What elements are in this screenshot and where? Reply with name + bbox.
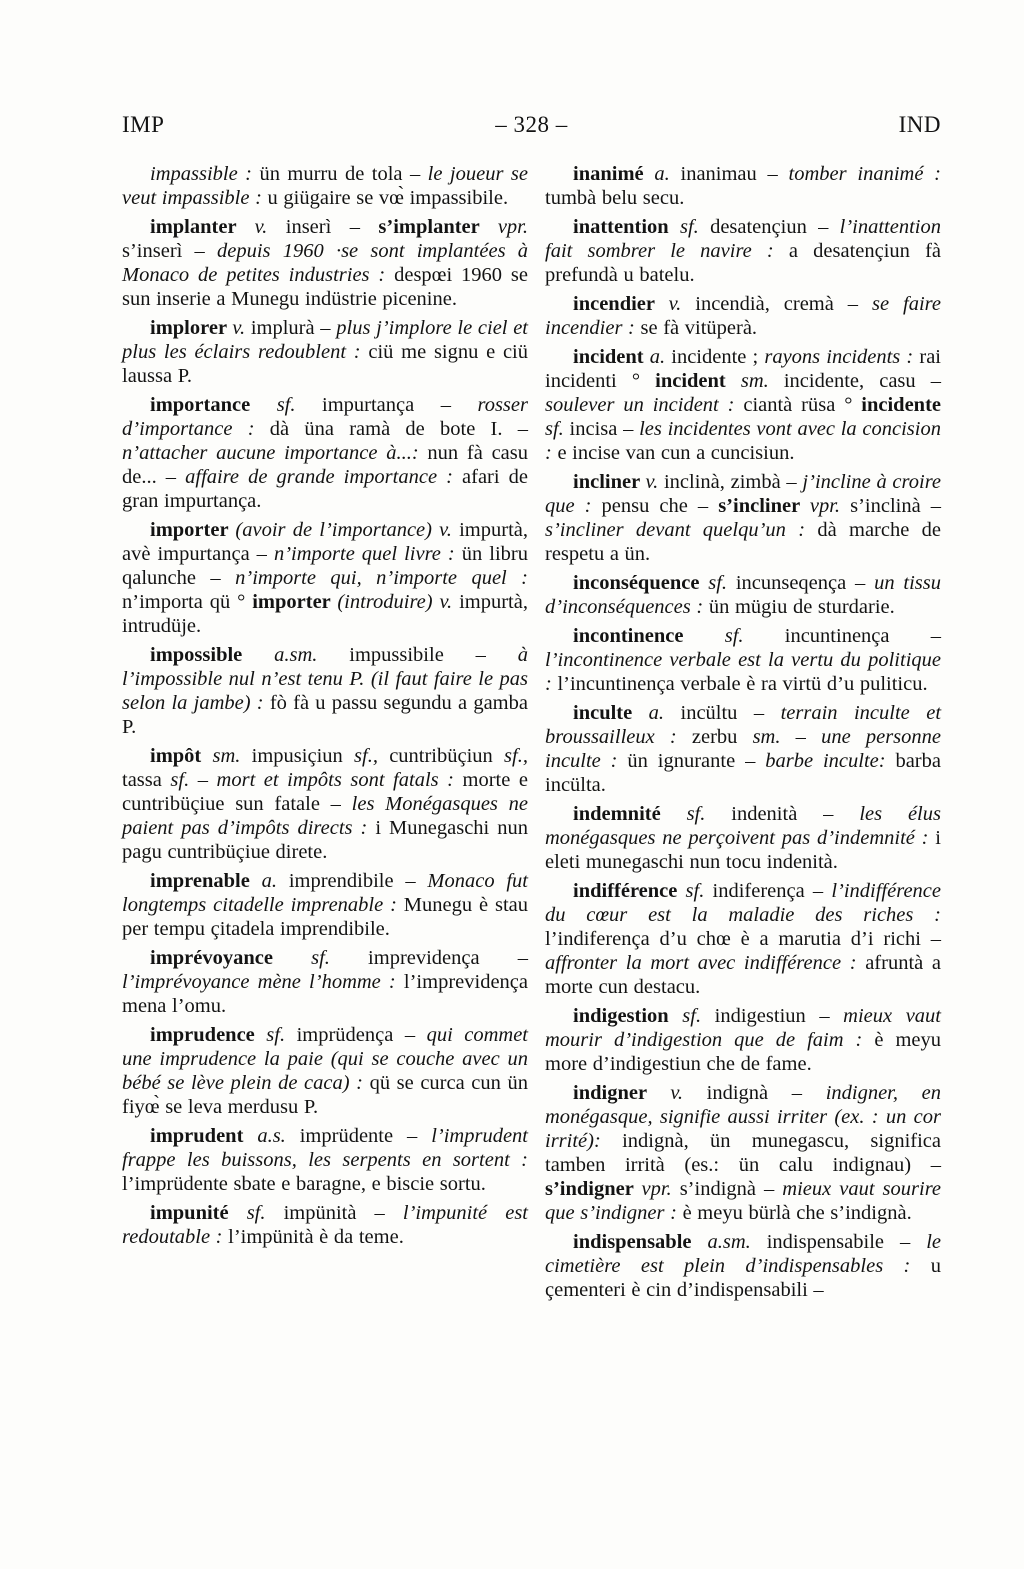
entry-roman-text: indignà, ün munegascu, significa tamben irrità (es.: ün calu indignau) – xyxy=(545,1130,941,1176)
entry-italic-text: l’indifférence du cœur est la maladie des riches : xyxy=(545,880,941,926)
entry-roman-text: impünità – xyxy=(283,1202,403,1224)
entry-roman-text: dà üna ramà de bote I. – xyxy=(269,418,528,440)
entry-italic-text: rosser d’importance : xyxy=(122,394,528,440)
entry-headword: impunité xyxy=(150,1202,247,1224)
entry-italic-text: sf. xyxy=(276,394,323,416)
dictionary-entry xyxy=(545,1081,941,1225)
entry-italic-text: impassible : xyxy=(150,163,260,185)
entry-roman-text: desatençiun – xyxy=(710,216,840,238)
entry-headword: impôt xyxy=(150,745,213,767)
dictionary-entry xyxy=(122,643,528,739)
entry-italic-text: plus j’implore le ciel et plus les éclairs redoublent : xyxy=(122,317,529,363)
entry-italic-text: a.s. xyxy=(257,1125,300,1147)
entry-roman-text: nun fà casu de... – xyxy=(122,442,528,488)
entry-roman-text: impurtà, avè impurtança – xyxy=(122,519,528,565)
header-page-number: – 328 – xyxy=(495,112,568,137)
dictionary-entry xyxy=(122,162,528,210)
entry-headword: imprenable xyxy=(150,870,262,892)
entry-italic-text: v. xyxy=(254,216,286,238)
entry-headword: inconséquence xyxy=(573,572,709,594)
dictionary-entry xyxy=(545,162,941,210)
entry-italic-text: sm. xyxy=(740,370,784,392)
entry-headword: s’incliner xyxy=(718,495,810,517)
entry-italic-text: rayons incidents : xyxy=(764,346,920,368)
entry-headword: indispensable xyxy=(573,1231,708,1253)
entry-roman-text: ün libru qalunche – xyxy=(122,543,528,589)
entry-italic-text: soulever un incident : xyxy=(545,394,744,416)
entry-italic-text: v. xyxy=(668,293,696,315)
dictionary-entry xyxy=(122,1023,528,1119)
entry-italic-text: vpr. xyxy=(809,495,851,517)
entry-roman-text: indignà – xyxy=(706,1082,826,1104)
entry-roman-text: afari de gran impurtança. xyxy=(122,466,528,512)
dictionary-entry xyxy=(545,879,941,999)
entry-roman-text: cuntribüçiun xyxy=(389,745,505,767)
entry-italic-text: un tissu d’inconséquences : xyxy=(545,572,941,618)
entry-headword: imprudence xyxy=(150,1024,267,1046)
entry-italic-text: tomber inanimé : xyxy=(788,163,941,185)
entry-roman-text: incunseqença – xyxy=(735,572,875,594)
dictionary-entry xyxy=(545,292,941,340)
entry-italic-text: l’imprévoyance mène l’homme : xyxy=(122,971,404,993)
entry-italic-text: Monaco fut longtemps citadelle imprenable : xyxy=(122,870,528,916)
dictionary-entry xyxy=(545,215,941,287)
entry-italic-text: vpr. xyxy=(641,1178,680,1200)
entry-italic-text: n’attacher aucune importance à...: xyxy=(122,442,428,464)
entry-roman-text: imprevidença – xyxy=(368,947,528,969)
dictionary-entry xyxy=(122,1124,528,1196)
entry-roman-text: u çementeri è cin d’indispensabili – xyxy=(545,1255,941,1301)
entry-italic-text: mieux vaut mourir d’indigestion que de faim : xyxy=(545,1005,941,1051)
dictionary-entry xyxy=(545,470,941,566)
entry-italic-text: se faire incendier : xyxy=(545,293,941,339)
dictionary-entry xyxy=(545,802,941,874)
entry-italic-text: terrain inculte et broussailleux : xyxy=(545,702,942,748)
entry-roman-text: è meyu bürlà che s’indignà. xyxy=(682,1202,912,1224)
entry-italic-text: v. xyxy=(232,317,251,339)
dictionary-entry xyxy=(122,946,528,1018)
entry-headword: incident xyxy=(573,346,650,368)
entry-italic-text: sm. xyxy=(752,726,796,748)
entry-italic-text: a. xyxy=(654,163,681,185)
entry-roman-text: impussibile – xyxy=(349,644,518,666)
entry-italic-text: le cimetière est plein d’indispensables : xyxy=(545,1231,941,1277)
header-guideword-left: IMP xyxy=(122,112,165,137)
entry-italic-text: sf. xyxy=(246,1202,284,1224)
entry-roman-text: ün ignurante – xyxy=(627,750,766,772)
entry-headword: implanter xyxy=(150,216,255,238)
entry-italic-text: j’incline à croire que : xyxy=(545,471,942,517)
entry-headword: inculte xyxy=(573,702,649,724)
entry-italic-text: l’inattention fait sombrer le navire : xyxy=(545,216,941,262)
entry-roman-text: s’inserì – xyxy=(122,240,218,262)
entry-roman-text: se fà vitüperà. xyxy=(640,317,758,339)
dictionary-entry xyxy=(122,1201,528,1249)
dictionary-entry xyxy=(122,316,528,388)
entry-headword: importer xyxy=(150,519,236,541)
dictionary-entry xyxy=(545,624,941,696)
header-guideword-right: IND xyxy=(898,112,941,137)
entry-italic-text: vpr. xyxy=(497,216,529,238)
entry-roman-text: imprüdente – xyxy=(299,1125,432,1147)
entry-headword: inanimé xyxy=(573,163,655,185)
entry-roman-text: imprendibile – xyxy=(288,870,428,892)
entry-italic-text: sf. xyxy=(311,947,369,969)
entry-headword: s’indigner xyxy=(545,1178,642,1200)
dictionary-entry xyxy=(545,345,941,465)
entry-italic-text: a.sm. xyxy=(707,1231,767,1253)
entry-italic-text: l’imprudent frappe les buissons, les serpents en sortent : xyxy=(122,1125,528,1171)
entry-roman-text: inanimau – xyxy=(680,163,789,185)
entry-headword: importance xyxy=(150,394,277,416)
entry-italic-text: affronter la mort avec indifférence : xyxy=(545,952,866,974)
entry-headword: implorer xyxy=(150,317,233,339)
entry-roman-text: incültu – xyxy=(680,702,781,724)
entry-italic-text: qui commet une imprudence la paie (qui se couche avec un bébé se lève plein de caca) : xyxy=(122,1024,528,1094)
entry-roman-text: incidente ; xyxy=(671,346,765,368)
entry-italic-text: une personne inculte : xyxy=(545,726,941,772)
entry-headword: imprudent xyxy=(150,1125,258,1147)
entry-italic-text: sf., xyxy=(354,745,390,767)
entry-headword: incendier xyxy=(573,293,669,315)
entry-italic-text: l’incontinence verbale est la vertu du politique : xyxy=(545,649,941,695)
entry-headword: imprévoyance xyxy=(150,947,312,969)
entry-italic-text: mort et impôts sont fatals : xyxy=(216,769,463,791)
entry-roman-text: incuntinença – xyxy=(784,625,941,647)
entry-roman-text: ciantà rüsa ° xyxy=(743,394,862,416)
entry-roman-text: e incise van cun a cuncisiun. xyxy=(557,442,795,464)
entry-roman-text: barba incülta. xyxy=(545,750,941,796)
entry-roman-text: afruntà a morte cun destacu. xyxy=(545,952,941,998)
entry-italic-text: l’impunité est redoutable : xyxy=(122,1202,528,1248)
entry-roman-text: l’impünità è da teme. xyxy=(228,1226,404,1248)
entry-italic-text: sf. xyxy=(266,1024,297,1046)
entry-roman-text: s’indignà – xyxy=(679,1178,783,1200)
entry-italic-text: s’incliner devant quelqu’un : xyxy=(545,519,818,541)
entry-italic-text: sf. xyxy=(170,769,198,791)
entry-headword: indifférence xyxy=(573,880,686,902)
entry-italic-text: v. xyxy=(670,1082,707,1104)
entry-italic-text: sf., xyxy=(504,745,528,767)
entry-italic-text: barbe inculte: xyxy=(765,750,896,772)
dictionary-entry xyxy=(545,701,941,797)
entry-roman-text: rai incidenti ° xyxy=(545,346,941,392)
entry-roman-text: ün murru de tola – xyxy=(259,163,428,185)
entry-roman-text: u giügaire se vœ̀ impassibile. xyxy=(267,187,509,209)
entry-italic-text: indigner, en monégasque, signifie aussi irriter (ex. : un cor irrité): xyxy=(545,1082,941,1152)
entry-italic-text: affaire de grande importance : xyxy=(185,466,463,488)
entry-roman-text: l’imprüdente sbate e baragne, e biscie sortu. xyxy=(122,1173,486,1195)
entry-italic-text: n’importe quel livre : xyxy=(273,543,462,565)
entry-roman-text: pensu che – xyxy=(601,495,719,517)
entry-roman-text: indispensabile – xyxy=(766,1231,927,1253)
entry-roman-text: – xyxy=(795,726,822,748)
entry-roman-text: indenità – xyxy=(731,803,860,825)
entry-headword: incliner xyxy=(573,471,646,493)
entry-roman-text: tumbà belu secu. xyxy=(545,187,685,209)
entry-headword: indemnité xyxy=(573,803,687,825)
dictionary-entry xyxy=(122,744,528,864)
dictionary-entry xyxy=(122,393,528,513)
column-left xyxy=(122,162,528,1307)
entry-italic-text: à l’impossible nul n’est tenu P. (il faut faire le pas selon la jambe) : xyxy=(122,644,528,714)
entry-italic-text: a. xyxy=(649,346,672,368)
entry-italic-text: les Monégasques ne paient pas d’impôts directs : xyxy=(122,793,529,839)
entry-italic-text: le joueur se veut impassible : xyxy=(122,163,528,209)
entry-headword: importer xyxy=(252,591,338,613)
entry-roman-text: – xyxy=(197,769,217,791)
entry-roman-text: incisa – xyxy=(569,418,640,440)
entry-italic-text: (introduire) v. xyxy=(337,591,460,613)
dictionary-entry xyxy=(545,571,941,619)
entry-roman-text: inserì – xyxy=(285,216,379,238)
entry-roman-text: ciü me signu e ciü laussa P. xyxy=(122,341,529,387)
entry-roman-text: dà marche de respetu a ün. xyxy=(545,519,941,565)
entry-roman-text: fò fà u passu segundu a gamba P. xyxy=(122,692,528,738)
dictionary-entry xyxy=(122,518,528,638)
entry-italic-text: a. xyxy=(261,870,289,892)
entry-italic-text: a.sm. xyxy=(274,644,350,666)
entry-roman-text: i Munegaschi nun pagu cuntribüçiue direte. xyxy=(122,817,528,863)
entry-italic-text: v. xyxy=(645,471,664,493)
entry-headword: s’implanter xyxy=(378,216,498,238)
entry-headword: indigner xyxy=(573,1082,671,1104)
entry-roman-text: incidente, casu – xyxy=(783,370,941,392)
entry-italic-text: depuis 1960 ·se sont implantées à Monaco de petites industries : xyxy=(122,240,528,286)
entry-roman-text: indiferença – xyxy=(712,880,832,902)
entry-roman-text: s’inclinà – xyxy=(850,495,941,517)
two-column-text-block xyxy=(122,162,941,1307)
entry-roman-text: despœi 1960 se sun inserie a Munegu indüstrie picenine. xyxy=(122,264,529,310)
entry-roman-text: zerbu xyxy=(691,726,753,748)
entry-headword: incident xyxy=(655,370,741,392)
entry-roman-text: l’incuntinença verbale è ra virtü d’u puliticu. xyxy=(557,673,928,695)
entry-italic-text: sf. xyxy=(545,418,570,440)
entry-roman-text: è meyu more d’indigestiun che de fame. xyxy=(545,1029,941,1075)
dictionary-entry xyxy=(122,215,528,311)
entry-italic-text: mieux vaut sourire que s’indigner : xyxy=(545,1178,942,1224)
entry-italic-text: sf. xyxy=(708,572,736,594)
entry-roman-text: incendià, cremà – xyxy=(695,293,872,315)
entry-italic-text: sf. xyxy=(679,216,711,238)
entry-headword: inattention xyxy=(573,216,680,238)
entry-roman-text: l’indiferença d’u chœ è a marutia d’i richi – xyxy=(545,928,941,950)
entry-roman-text: morte e cuntribüçiue sun fatale – xyxy=(122,769,528,815)
dictionary-entry xyxy=(545,1004,941,1076)
entry-roman-text: Munegu è stau per tempu çitadela imprendibile. xyxy=(122,894,528,940)
entry-italic-text: sm. xyxy=(212,745,252,767)
column-right xyxy=(545,162,941,1307)
entry-roman-text: inclinà, zimbà – xyxy=(663,471,803,493)
page-header xyxy=(122,112,941,138)
entry-headword: indigestion xyxy=(573,1005,683,1027)
entry-roman-text: indigestiun – xyxy=(714,1005,844,1027)
entry-headword: incidente xyxy=(861,394,941,416)
entry-italic-text: a. xyxy=(648,702,681,724)
entry-italic-text: (avoir de l’importance) v. xyxy=(235,519,460,541)
entry-italic-text: sf. xyxy=(724,625,785,647)
entry-roman-text: ün mügiu de sturdarie. xyxy=(708,596,895,618)
entry-roman-text: imprüdença – xyxy=(296,1024,427,1046)
entry-roman-text: n’importa qü ° xyxy=(122,591,253,613)
entry-roman-text: impusiçiun xyxy=(251,745,355,767)
entry-roman-text: implurà – xyxy=(250,317,337,339)
entry-italic-text: sf. xyxy=(685,880,713,902)
entry-italic-text: les incidentes vont avec la concision : xyxy=(545,418,941,464)
entry-roman-text: a desatençiun fà prefundà u batelu. xyxy=(545,240,941,286)
entry-roman-text: tassa xyxy=(122,769,171,791)
entry-roman-text: impurtança – xyxy=(322,394,478,416)
entry-roman-text: l’imprevidença mena l’omu. xyxy=(122,971,528,1017)
entry-roman-text: impurtà, intrudüje. xyxy=(122,591,528,637)
entry-italic-text: les élus monégasques ne perçoivent pas d’indemnité : xyxy=(545,803,941,849)
entry-italic-text: sf. xyxy=(686,803,732,825)
entry-italic-text: n’importe qui, n’importe quel : xyxy=(235,567,529,589)
entry-headword: impossible xyxy=(150,644,275,666)
entry-italic-text: sf. xyxy=(682,1005,715,1027)
entry-roman-text: qü se curca cun ün fiyœ̀ se leva merdusu P. xyxy=(122,1072,528,1118)
entry-roman-text: i eleti munegaschi nun tocu indenità. xyxy=(545,827,941,873)
dictionary-entry xyxy=(122,869,528,941)
dictionary-entry xyxy=(545,1230,941,1302)
entry-headword: incontinence xyxy=(573,625,725,647)
